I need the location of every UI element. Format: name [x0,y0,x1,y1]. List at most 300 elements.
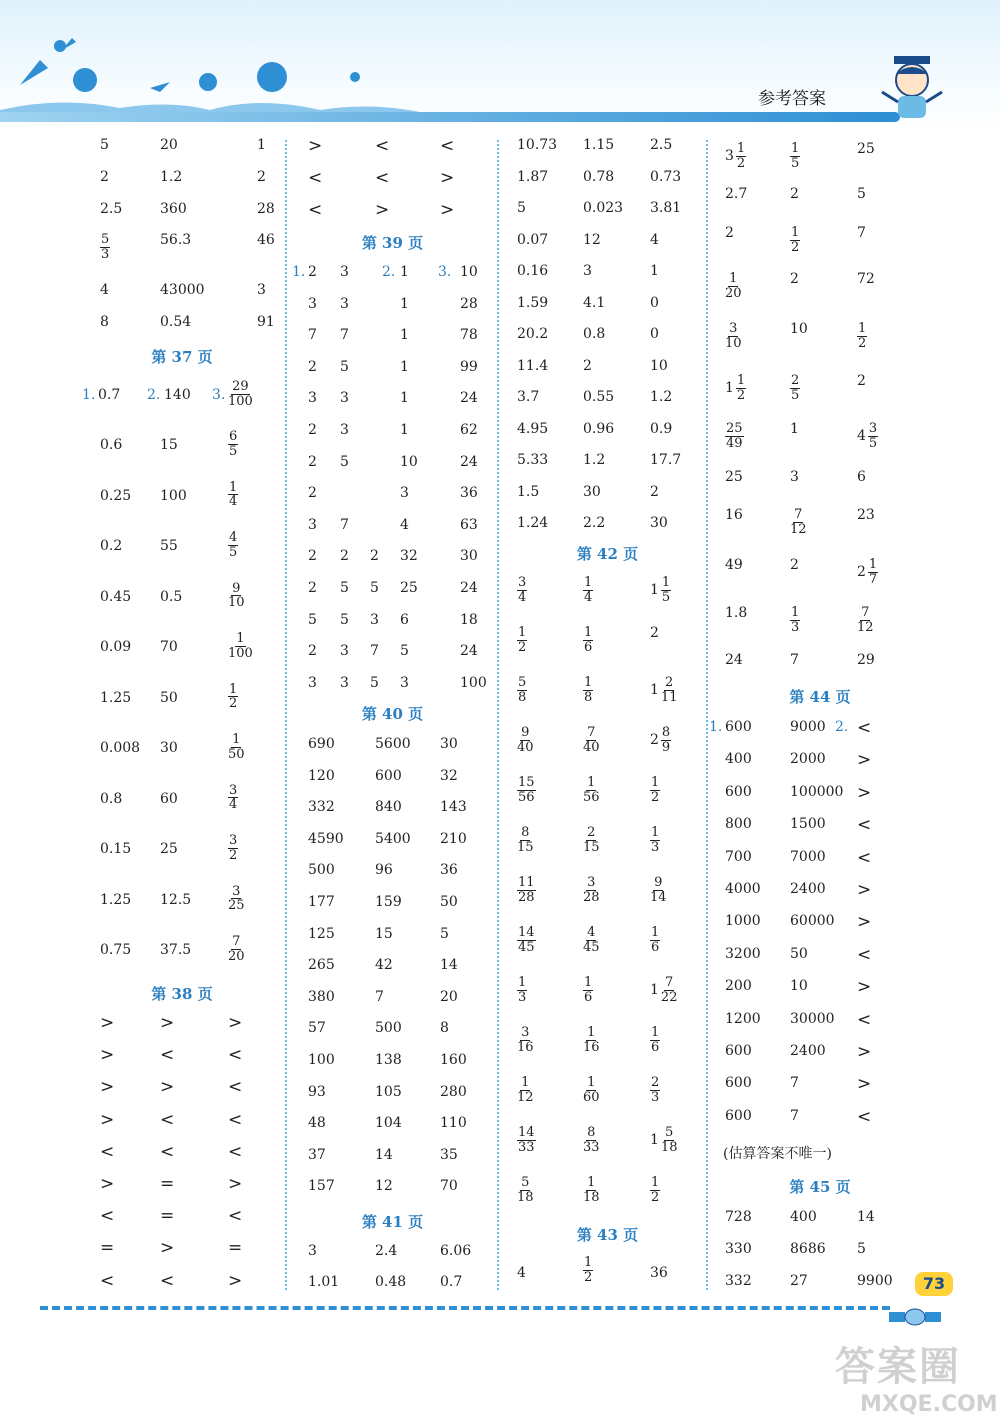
answer-value: 6 [400,611,409,628]
answer-value: 12 [583,231,601,248]
answer-value: > [228,1270,243,1291]
answer-value: 8 [440,1020,449,1037]
answer-value: 1.2 [160,169,183,185]
answer-value: 14 [440,957,458,974]
answer-value: 2 [308,548,317,565]
answer-value: 1 100 [228,631,253,661]
answer-value: 28 [257,201,275,217]
answer-value: 1 2 [651,775,660,805]
answer-value: 7 12 [857,605,874,635]
answer-value: 1 4 [584,575,593,605]
answer-value: 400 [790,1209,817,1225]
answer-value: 32 [400,548,418,565]
answer-value: 4 [100,282,109,298]
answer-value: 14 [375,1146,393,1163]
question-number: 3. [438,264,452,280]
answer-value: 11 28 [518,875,535,905]
answer-value: 0.25 [100,487,132,504]
answer-value: 7 40 [583,725,600,755]
answer-value: 9 40 [517,725,534,755]
page-number: 73 [915,1272,953,1296]
answer-value: 1 6 [584,625,593,655]
answer-value: 6 5 [229,429,238,459]
answer-value: 3 [308,674,317,691]
answer-value: < [857,944,872,965]
answer-value: 1 16 [583,1025,600,1055]
answer-value: 10 [650,357,668,374]
answer-value: 72 [857,271,875,287]
estimation-note: (估算答案不唯一) [723,1146,832,1162]
answer-value: 7 12 [790,507,807,537]
page-section-heading: 第 40 页 [361,705,424,723]
answer-value: 29 100 [228,379,253,409]
answer-value: = [228,1238,243,1259]
answer-value: 7 [340,516,349,533]
answer-value: 6.06 [440,1243,472,1259]
answer-value: 7 [790,1075,799,1092]
answer-value: 12.5 [160,891,192,908]
answer-value: 36 [440,862,458,879]
answer-value: > [228,1013,243,1033]
answer-value: 100 [308,1052,335,1068]
answer-value: 1.5 [517,483,540,500]
answer-value: 1 7 22 [650,975,678,1005]
answer-value: 24 [460,580,478,596]
answer-value: 60000 [790,913,835,930]
answer-value: 2 [790,271,799,287]
answer-value: > [160,1013,175,1033]
answer-value: 600 [725,1043,752,1059]
answer-value: 35 [440,1146,458,1163]
answer-value: < [228,1206,243,1227]
answer-value: 4 [650,231,659,248]
answer-value: 332 [308,799,335,816]
answer-value: 159 [375,894,402,910]
answer-value: 0.09 [100,639,132,655]
answer-value: < [857,847,872,868]
answer-value: 15 [160,437,178,453]
answer-value: 4590 [308,830,344,847]
answer-value: < [228,1141,243,1162]
answer-value: 1 2 [229,681,238,712]
answer-value: 100 [460,674,487,691]
answer-value: < [308,168,323,188]
answer-value: 9000 [790,719,826,735]
answer-value: 600 [725,1107,752,1124]
answer-value: 2400 [790,1043,826,1059]
answer-value: 2 8 9 [650,725,671,755]
answer-value: 265 [308,957,335,974]
answer-value: > [100,1077,115,1098]
answer-value: 1 3 [651,825,660,855]
answer-value: 2 [308,358,317,375]
answer-value: 2 [308,485,317,502]
answer-value: 60 [160,790,178,807]
answer-value: 2 [725,225,734,241]
answer-value: 2 1 7 [857,557,878,587]
answer-value: 3 1 2 [725,141,746,171]
answer-value: 1.25 [100,689,132,706]
answer-value: 143 [440,799,467,816]
answer-value: 99 [460,358,478,375]
answer-value: 332 [725,1273,752,1289]
page-section-heading: 第 44 页 [789,688,851,706]
answer-value: 2.2 [583,515,606,531]
answer-value: > [375,200,390,220]
answer-value: 30 [440,736,458,752]
watermark-url: MXQE.COM [860,1392,998,1417]
answer-value: 2 3 [651,1075,660,1105]
answer-value: 8686 [790,1241,826,1257]
answer-value: 200 [725,978,752,995]
answer-value: > [228,1174,243,1194]
answer-value: 3 28 [583,875,600,905]
answer-value: 0.6 [100,437,123,453]
answer-value: 3 [340,674,349,691]
answer-value: 5 [440,925,449,942]
answer-value: > [100,1174,115,1194]
answer-value: 3 [308,516,317,533]
answer-value: 1 [400,422,409,438]
answer-value: 24 [460,453,478,470]
answer-value: 5 18 [517,1175,534,1205]
answer-value: 2 [340,548,349,565]
answer-value: 2 5 [791,373,800,403]
answer-value: 0.45 [100,588,132,605]
answer-value: 1 [257,137,266,153]
answer-value: = [160,1174,175,1194]
answer-value: 25 49 [726,421,743,451]
answer-value: 2 [857,373,866,389]
answer-value: 5 [370,580,379,596]
answer-value: 280 [440,1083,467,1100]
question-number: 1. [709,719,723,735]
answer-value: 9 10 [228,580,245,611]
answer-value: 1 1 2 [725,373,746,403]
answer-value: > [440,200,455,220]
answer-value: 2.7 [725,186,748,202]
answer-value: 0.73 [650,168,682,185]
answer-value: 1 5 18 [650,1125,678,1155]
answer-value: 9 14 [650,875,667,905]
answer-value: > [100,1013,115,1033]
answer-value: 2 [100,169,109,185]
rocket-planets-decoration-icon [0,30,420,120]
answer-value: 800 [725,816,752,833]
answer-value: 4 [400,516,409,533]
answer-value: 1 3 [518,975,527,1005]
answer-value: 1.2 [650,389,673,405]
answer-value: 93 [308,1083,326,1100]
answer-value: 3 [583,263,592,279]
answer-value: 105 [375,1083,402,1100]
answer-value: 5 [857,1241,866,1257]
answer-value: 56.3 [160,232,192,248]
answer-value: 2000 [790,751,826,768]
answer-value: 4 [517,1265,526,1281]
answer-value: 2 [257,169,266,185]
answer-value: 36 [460,485,478,502]
question-number: 2. [382,264,396,280]
answer-value: 138 [375,1052,402,1068]
answer-value: 2 [790,186,799,202]
answer-value: 2400 [790,881,826,897]
answer-value: < [440,136,455,156]
answer-value: < [228,1045,243,1066]
page-title: 参考答案 [758,89,826,109]
answer-value: 30000 [790,1010,835,1027]
answer-value: > [440,168,455,188]
answer-value: 7 [790,1107,799,1124]
answer-value: 2 [650,483,659,500]
answer-value: 4 3 5 [857,421,878,451]
answer-value: > [100,1109,115,1130]
answer-value: 10 [790,978,808,995]
answer-value: > [857,977,872,998]
answer-value: 5 [340,358,349,375]
answer-value: 4 5 [229,530,238,560]
answer-value: 48 [308,1115,326,1132]
answer-value: 12 [375,1178,393,1195]
answer-value: 50 [790,945,808,962]
answer-value: 2 15 [583,825,600,855]
answer-value: < [375,168,390,188]
answer-value: 24 [460,643,478,660]
answer-value: 27 [790,1273,808,1289]
answer-value: 7 [857,225,866,241]
answer-value: 25 [857,141,875,157]
answer-value: 96 [375,862,393,879]
answer-value: 30 [460,548,478,565]
answer-value: 5 [340,580,349,596]
answer-value: 8 [100,314,109,330]
watermark-logo: 答案圈 [835,1344,961,1390]
answer-value: 3 2 [229,833,238,863]
answer-value: 0.9 [650,420,673,437]
answer-value: 1000 [725,913,761,930]
answer-value: 17.7 [650,452,682,468]
answer-value: 210 [440,830,467,847]
answer-value: 1 2 [518,625,527,655]
answer-value: 32 [440,767,458,784]
answer-value: 5 [340,453,349,470]
answer-value: 5 [100,137,109,153]
answer-value: 2 [308,580,317,596]
footer-dashed-rule [40,1306,890,1310]
answer-value: 4 45 [583,925,600,955]
answer-value: 1 56 [583,775,600,805]
answer-value: 3 10 [725,321,742,351]
answer-value: 380 [308,988,335,1005]
answer-value: 0.2 [100,538,123,554]
answer-value: 1200 [725,1010,761,1027]
header-banner [0,0,1000,130]
answer-value: 1 50 [228,732,245,762]
answer-value: 4000 [725,881,761,897]
answer-value: 7 [370,643,379,660]
answer-value: 57 [308,1020,326,1037]
answer-value: 24 [460,390,478,407]
answer-value: < [857,1009,872,1030]
answer-value: 14 [857,1209,875,1225]
answer-value: 5 [857,186,866,202]
answer-value: 25 [725,469,743,485]
answer-value: 1.8 [725,605,748,621]
answer-value: 1 5 [791,141,800,171]
answer-value: > [857,750,872,771]
answer-value: 8 33 [583,1125,600,1155]
answer-value: > [857,1042,872,1062]
answer-value: 3 [340,643,349,660]
answer-value: 3200 [725,945,761,962]
answer-value: 1 2 [791,225,800,255]
answer-value: 10 [400,453,418,470]
answer-value: 1 [790,421,799,437]
answer-value: 0.48 [375,1274,407,1290]
answer-value: 840 [375,799,402,816]
answer-value: 1 4 [229,479,238,510]
answer-value: > [857,880,872,900]
answer-value: 1 [400,264,409,280]
answer-value: 3 [340,295,349,312]
answer-value: 14 45 [518,925,535,955]
answer-value: < [160,1045,175,1066]
answer-value: 160 [440,1052,467,1068]
answer-value: 5 [370,674,379,691]
answer-value: 1 2 [651,1175,660,1205]
answer-value: 3 [257,282,266,298]
answer-value: 2 [650,625,659,641]
answer-value: 3 [308,295,317,312]
answer-value: 1 2 11 [650,675,678,705]
answer-value: 4.95 [517,420,549,437]
answer-value: > [160,1238,175,1259]
answer-value: 70 [440,1178,458,1195]
answer-value: 30 [650,515,668,531]
answer-value: 500 [308,862,335,879]
answer-value: 42 [375,957,393,974]
answer-value: 49 [725,557,743,573]
page-section-heading: 第 41 页 [361,1213,424,1231]
page-section-heading: 第 45 页 [789,1178,851,1196]
answer-value: < [100,1141,115,1162]
column-divider [706,140,708,1290]
page-section-heading: 第 43 页 [576,1226,639,1244]
answer-value: 62 [460,422,478,438]
answer-value: 5 [517,200,526,216]
answer-value: 1 [400,358,409,375]
question-number: 1. [292,264,306,280]
answer-value: 20.2 [517,326,549,342]
answer-value: < [857,718,872,738]
answer-value: 6 [857,469,866,485]
answer-value: 2 [308,643,317,660]
answer-value: 2 [308,264,317,280]
satellite-icon [885,1298,945,1338]
answer-value: > [160,1077,175,1098]
answer-value: < [160,1141,175,1162]
answer-value: 28 [460,295,478,312]
answer-value: 63 [460,516,478,533]
answer-value: 1 8 [584,675,593,705]
answer-value: 4.1 [583,294,606,311]
answer-value: 25 [160,841,178,857]
answer-value: 10 [790,321,808,337]
answer-value: 8 15 [517,825,534,855]
student-mascot-icon [872,52,952,124]
answer-value: 29 [857,652,875,668]
answer-value: 10 [460,264,478,280]
answer-value: 2 [370,548,379,565]
answer-value: 1 18 [583,1175,600,1205]
answer-value: = [100,1238,115,1259]
question-number: 3. [212,387,226,403]
page-section-heading: 第 39 页 [361,234,424,252]
answer-value: 1 [400,390,409,407]
answer-value: 3.81 [650,200,682,216]
answer-value: 25 [400,580,418,596]
answer-value: 1 [650,263,659,279]
question-number: 1. [82,387,96,403]
answer-value: 10.73 [517,137,558,153]
answer-value: 1 2 [584,1255,593,1285]
answer-value: 24 [725,652,743,668]
answer-value: 690 [308,736,335,752]
answer-value: < [160,1109,175,1130]
answer-value: 7000 [790,848,826,865]
answer-value: 1 1 5 [650,575,671,605]
answer-value: 2.5 [100,201,123,217]
answer-value: 0.16 [517,263,549,279]
answer-value: 1.15 [583,137,615,153]
answer-value: 55 [160,538,178,554]
answer-value: 0 [650,326,659,342]
answer-value: 0.5 [160,588,183,605]
answer-value: 37 [308,1146,326,1163]
answer-value: 18 [460,611,478,628]
answer-value: 43000 [160,282,205,298]
answer-value: 11.4 [517,357,549,374]
answer-value: 140 [164,387,191,403]
answer-value: 70 [160,639,178,655]
answer-value: 50 [440,894,458,910]
answer-value: 36 [650,1265,668,1281]
answer-value: 1 2 [858,321,867,351]
answer-value: 1 6 [651,1025,660,1055]
answer-value: 1.25 [100,891,132,908]
answer-value: 5 3 [101,232,110,262]
answer-value: 3 [400,485,409,502]
answer-value: 1 6 [651,925,660,955]
answer-value: 3 [340,390,349,407]
answer-value: 5400 [375,830,411,847]
answer-value: 14 33 [518,1125,535,1155]
answer-value: = [160,1206,175,1227]
answer-value: 0.75 [100,942,132,958]
answer-value: 177 [308,894,335,910]
answer-value: 400 [725,751,752,768]
answer-value: 3 [340,264,349,280]
answer-value: 1500 [790,816,826,833]
answer-value: 7 20 [228,934,245,964]
answer-value: > [100,1045,115,1066]
page-section-heading: 第 38 页 [151,985,213,1003]
answer-value: 7 [790,652,799,668]
answer-value: 2 [583,357,592,374]
answer-value: 3 4 [229,782,238,813]
answer-value: 120 [308,767,335,784]
answer-value: 3 16 [517,1025,534,1055]
